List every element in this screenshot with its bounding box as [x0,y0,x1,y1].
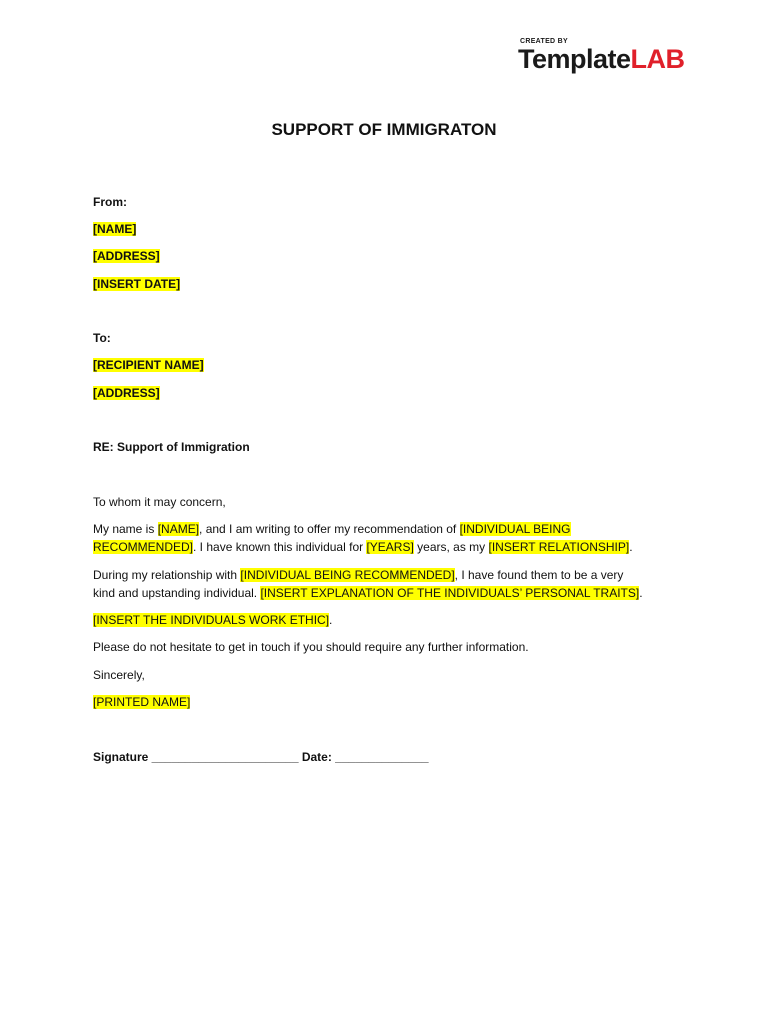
from-name [93,221,136,237]
logo-word-lab: LAB [630,44,685,74]
placeholder-years: [YEARS] [366,540,414,554]
placeholder-work-ethic: [INSERT THE INDIVIDUALS WORK ETHIC] [93,613,330,627]
logo-wordmark [518,44,685,74]
text: . [329,613,333,627]
placeholder-address: [ADDRESS] [93,249,160,263]
paragraph-3 [93,612,332,628]
to-recipient [93,357,204,373]
placeholder-date: [INSERT DATE] [93,277,181,291]
placeholder-name: [NAME] [157,522,200,536]
to-address [93,385,160,401]
to-label: To: [93,331,111,345]
placeholder-individual: [INDIVIDUAL BEING [459,522,571,536]
text: . I have known this individual for [193,540,367,554]
re-line: RE: Support of Immigration [93,440,250,454]
logo-created-by: CREATED BY [520,38,568,45]
text: kind and upstanding individual. [93,586,261,600]
paragraph-2-line-1 [93,567,623,583]
placeholder-name: [NAME] [93,222,137,236]
signature-date-line: Signature ______________________ Date: ______________ [93,750,429,764]
placeholder-individual: RECOMMENDED] [93,540,194,554]
salutation: To whom it may concern, [93,495,226,509]
text: . [629,540,633,554]
from-address [93,248,160,264]
text: During my relationship with [93,568,241,582]
from-date [93,276,180,292]
templatelab-logo [518,38,698,78]
placeholder-individual: [INDIVIDUAL BEING RECOMMENDED] [240,568,455,582]
text: , and I am writing to offer my recommendation of [199,522,460,536]
text: My name is [93,522,158,536]
from-label: From: [93,195,127,209]
logo-word-template: Template [518,44,631,74]
text: . [639,586,643,600]
paragraph-1-line-2 [93,539,633,555]
placeholder-recipient-address: [ADDRESS] [93,386,160,400]
text: , I have found them to be a very [454,568,624,582]
text: years, as my [413,540,489,554]
paragraph-4: Please do not hesitate to get in touch if you should require any further information. [93,640,529,654]
placeholder-printed-name: [PRINTED NAME] [93,695,191,709]
placeholder-recipient-name: [RECIPIENT NAME] [93,358,204,372]
paragraph-1-line-1 [93,521,571,537]
placeholder-personal-traits: [INSERT EXPLANATION OF THE INDIVIDUALS’ PERSONAL TRAITS] [260,586,640,600]
printed-name-line [93,694,190,710]
placeholder-relationship: [INSERT RELATIONSHIP] [488,540,630,554]
document-title: SUPPORT OF IMMIGRATON [271,120,497,139]
closing: Sincerely, [93,668,145,682]
paragraph-2-line-2 [93,585,643,601]
